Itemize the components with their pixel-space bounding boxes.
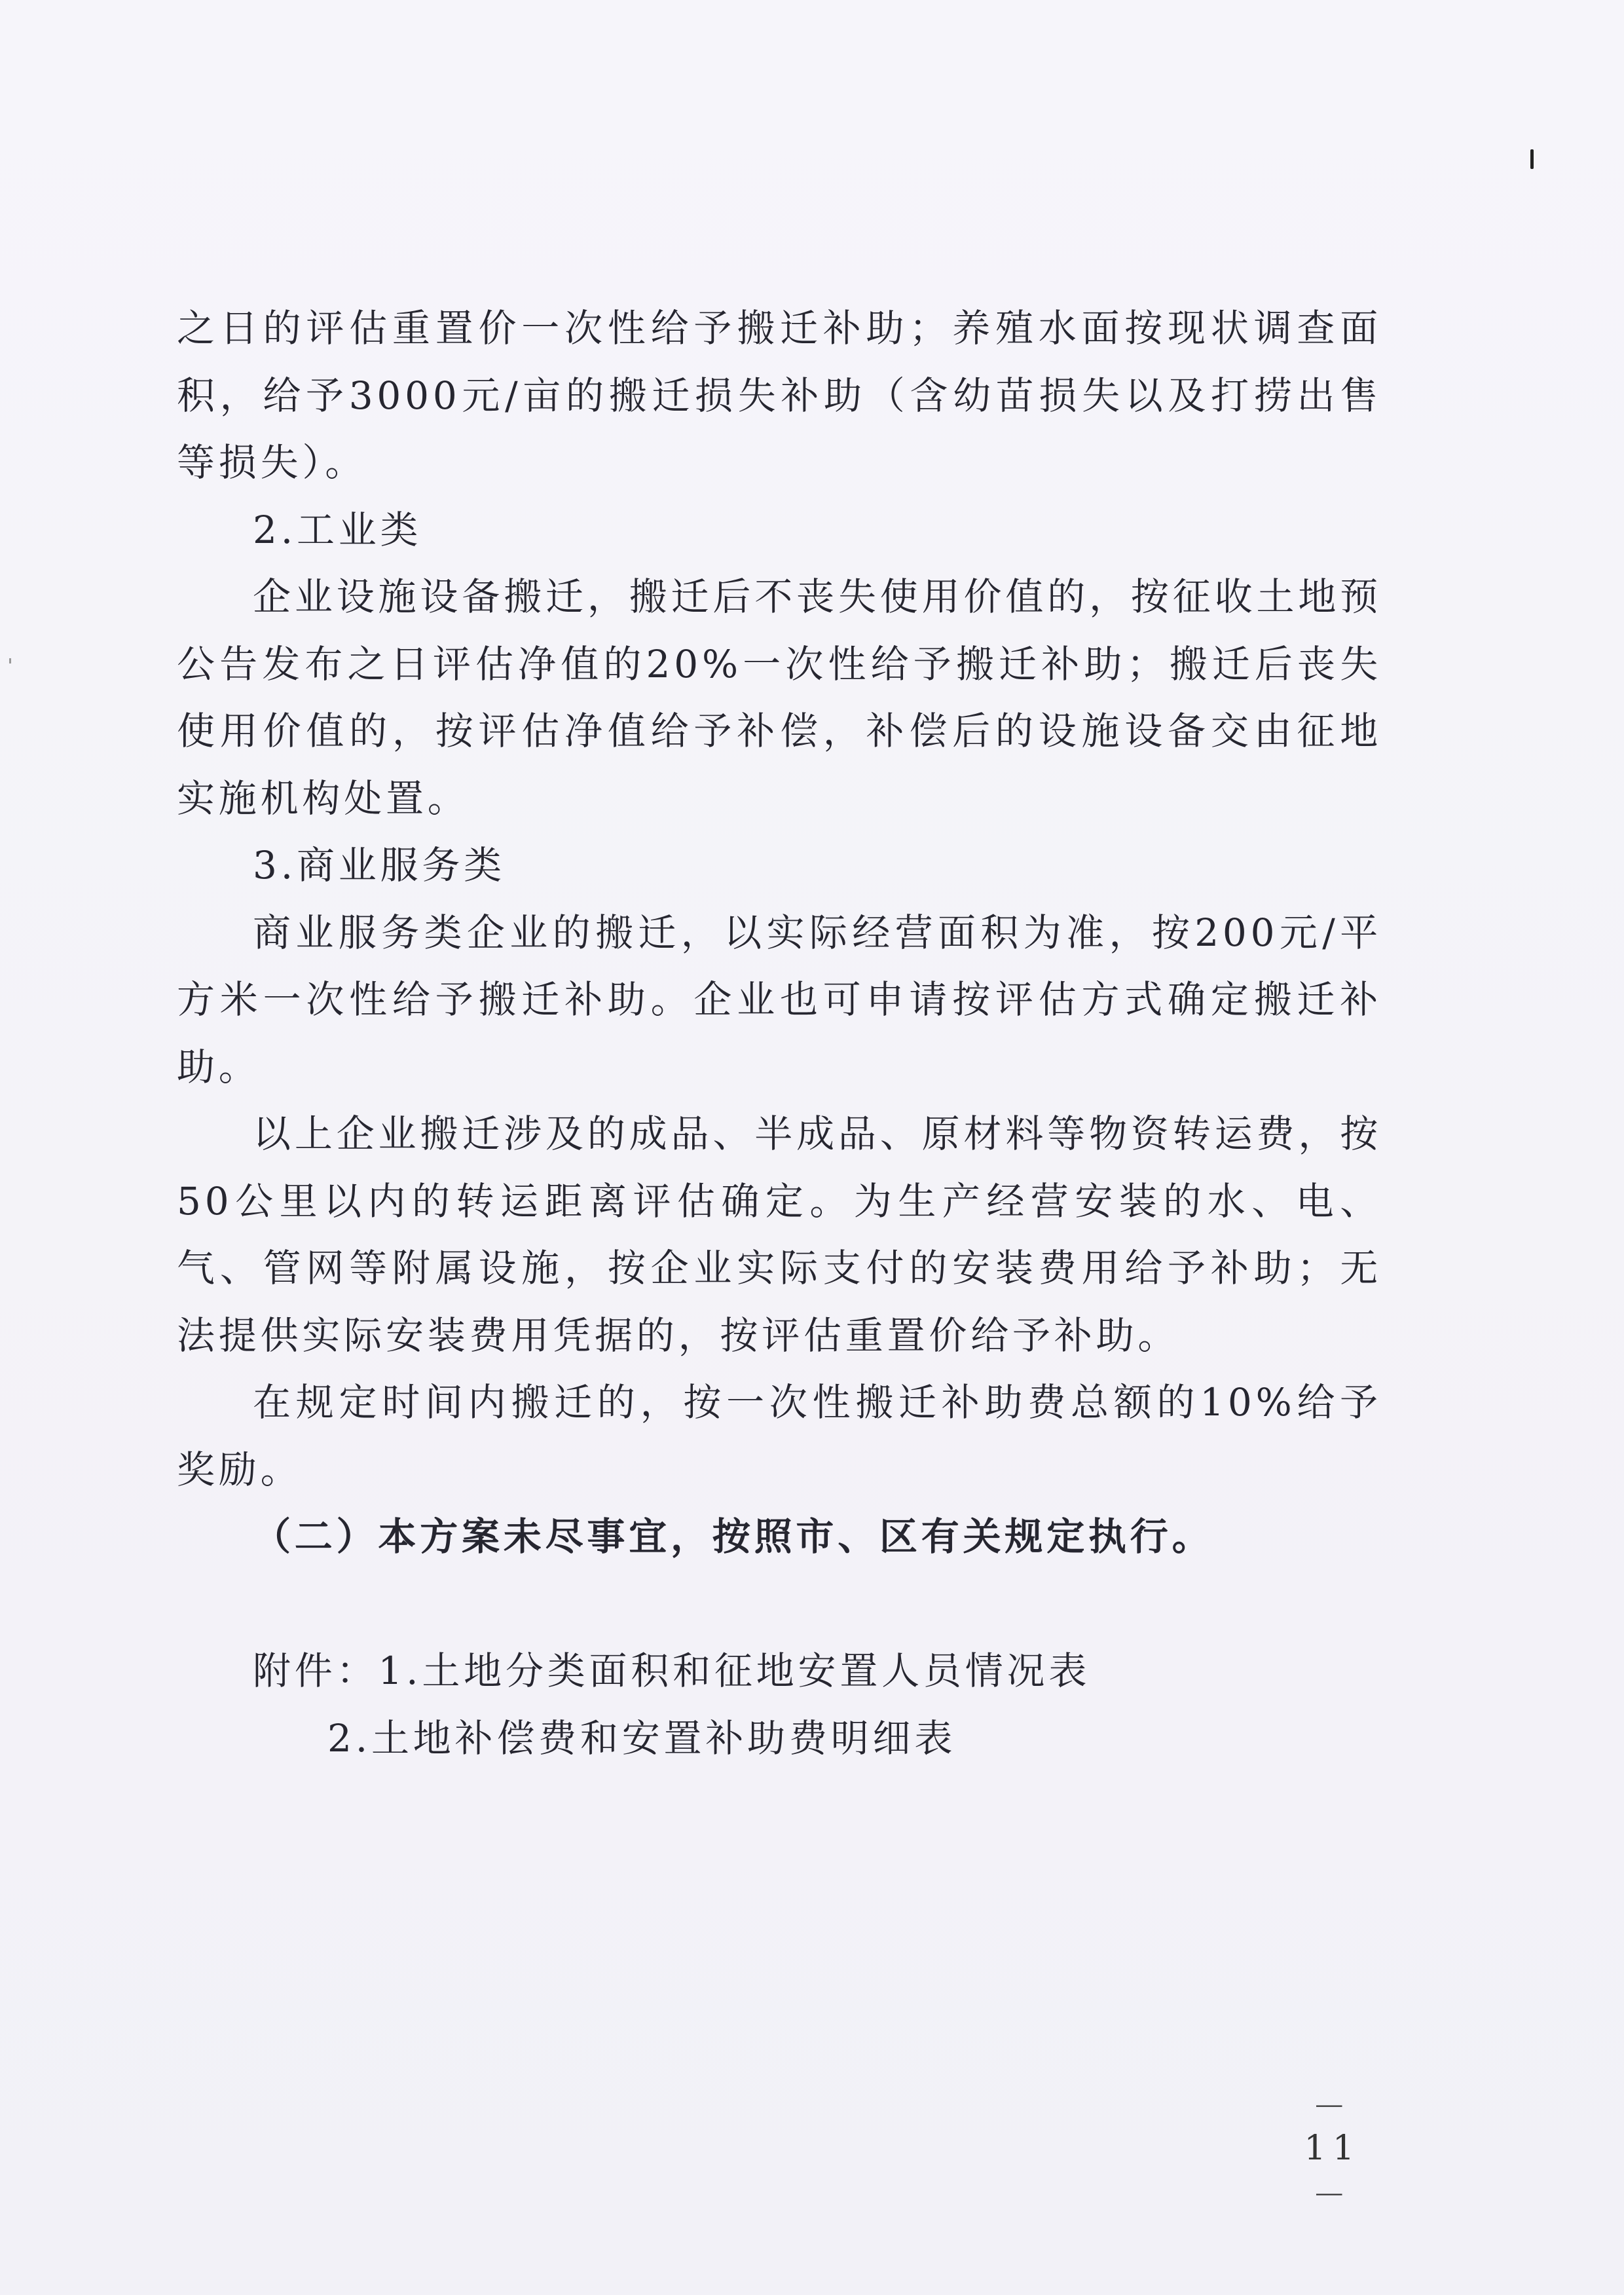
paragraph-industrial: 企业设施设备搬迁，搬迁后不丧失使用价值的，按征收土地预公告发布之日评估净值的20%一次性给予搬迁补助；搬迁后丧失使用价值的，按评估净值给予补偿，补偿后的设施设备交由征地实施机构处置。 — [177, 574, 1382, 821]
document-body — [177, 295, 1382, 1772]
scan-mark-left — [9, 658, 11, 663]
attachments-list — [177, 1637, 1382, 1772]
attachment-item: 附件：1.土地分类面积和征地安置人员情况表 — [253, 1649, 1091, 1693]
section-two-heading: （二）本方案未尽事宜，按照市、区有关规定执行。 — [253, 1514, 1214, 1559]
paragraph-continuation: 之日的评估重置价一次性给予搬迁补助；养殖水面按现状调查面积，给予3000元/亩的搬迁损失补助（含幼苗损失以及打捞出售等损失）。 — [177, 306, 1382, 485]
paragraph-reward: 在规定时间内搬迁的，按一次性搬迁补助费总额的10%给予奖励。 — [177, 1380, 1382, 1492]
page-number: － 11 － — [1304, 2088, 1361, 2216]
heading-commercial: 3.商业服务类 — [253, 843, 506, 887]
scan-mark — [1530, 149, 1534, 169]
spacer — [177, 1571, 1382, 1638]
heading-industrial: 2.工业类 — [253, 507, 422, 552]
paragraph-commercial: 商业服务类企业的搬迁，以实际经营面积为准，按200元/平方米一次性给予搬迁补助。企业也可申请按评估方式确定搬迁补助。 — [177, 910, 1382, 1089]
paragraph-transport: 以上企业搬迁涉及的成品、半成品、原材料等物资转运费，按50公里以内的转运距离评估确定。为生产经营安装的水、电、气、管网等附属设施，按企业实际支付的安装费用给予补助；无法提供实际安装费用凭据的，按评估重置价给予补助。 — [177, 1111, 1382, 1358]
attachment-item: 2.土地补偿费和安置补助费明细表 — [327, 1715, 957, 1761]
